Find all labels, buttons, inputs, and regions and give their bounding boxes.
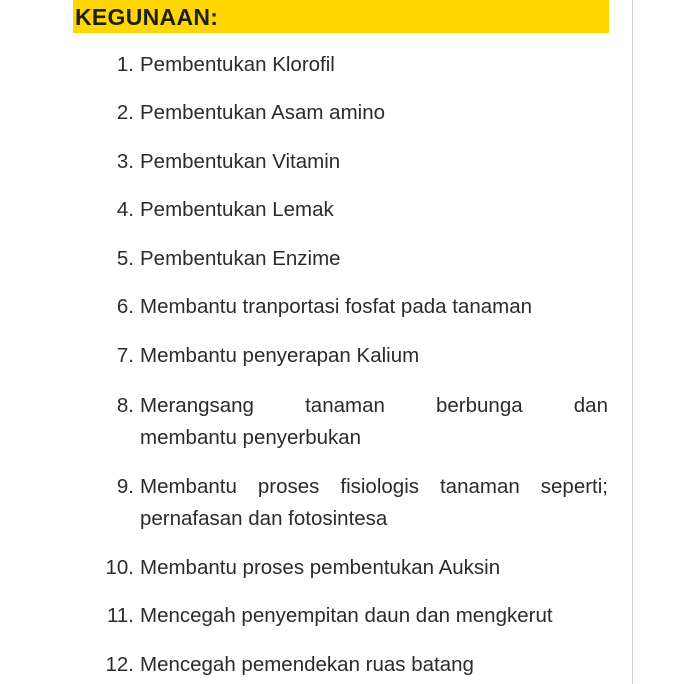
list-item-number: 8. [116,394,134,417]
list-item-number: 9. [116,475,134,498]
list-item-text: Membantu tranportasi fosfat pada tanaman [140,295,533,318]
list-item-number: 11. [107,604,134,627]
list-item-text [140,471,608,535]
list-item-line-1: Membantu proses fisiologis tanaman seperti; [140,475,608,498]
list-item-text: Pembentukan Asam amino [140,101,385,124]
list-item-text: Membantu penyerapan Kalium [140,344,420,367]
list-item-text: Pembentukan Klorofil [140,53,335,76]
list-item-text: Mencegah pemendekan ruas batang [140,653,474,676]
list-item-word: dan [573,394,608,417]
list-item-number: 6. [116,295,134,318]
heading-title: KEGUNAAN: [75,4,219,30]
list-item-number: 4. [116,198,134,221]
list-item-text: Pembentukan Enzime [140,247,341,270]
list-item-word: berbunga [436,394,523,417]
list-item-line-2: pernafasan dan fotosintesa [140,507,388,530]
list-item-word: Merangsang [140,394,254,417]
list-item-number: 1. [116,53,134,76]
list-item-text [140,390,608,454]
list-item-text: Membantu proses pembentukan Auksin [140,556,501,579]
list-item-text: Pembentukan Lemak [140,198,334,221]
list-item-number: 5. [116,247,134,270]
list-item-number: 10. [105,556,134,579]
list-item-word: tanaman [305,394,385,417]
list-item-line-2: membantu penyerbukan [140,426,362,449]
list-item-number: 7. [116,344,134,367]
list-item-text: Pembentukan Vitamin [140,150,341,173]
list-item-number: 3. [116,150,134,173]
list-item-number: 2. [116,101,134,124]
list-item-text: Mencegah penyempitan daun dan mengkerut [140,604,553,627]
list-item-line-1 [140,390,608,422]
list-item-number: 12. [105,653,134,676]
